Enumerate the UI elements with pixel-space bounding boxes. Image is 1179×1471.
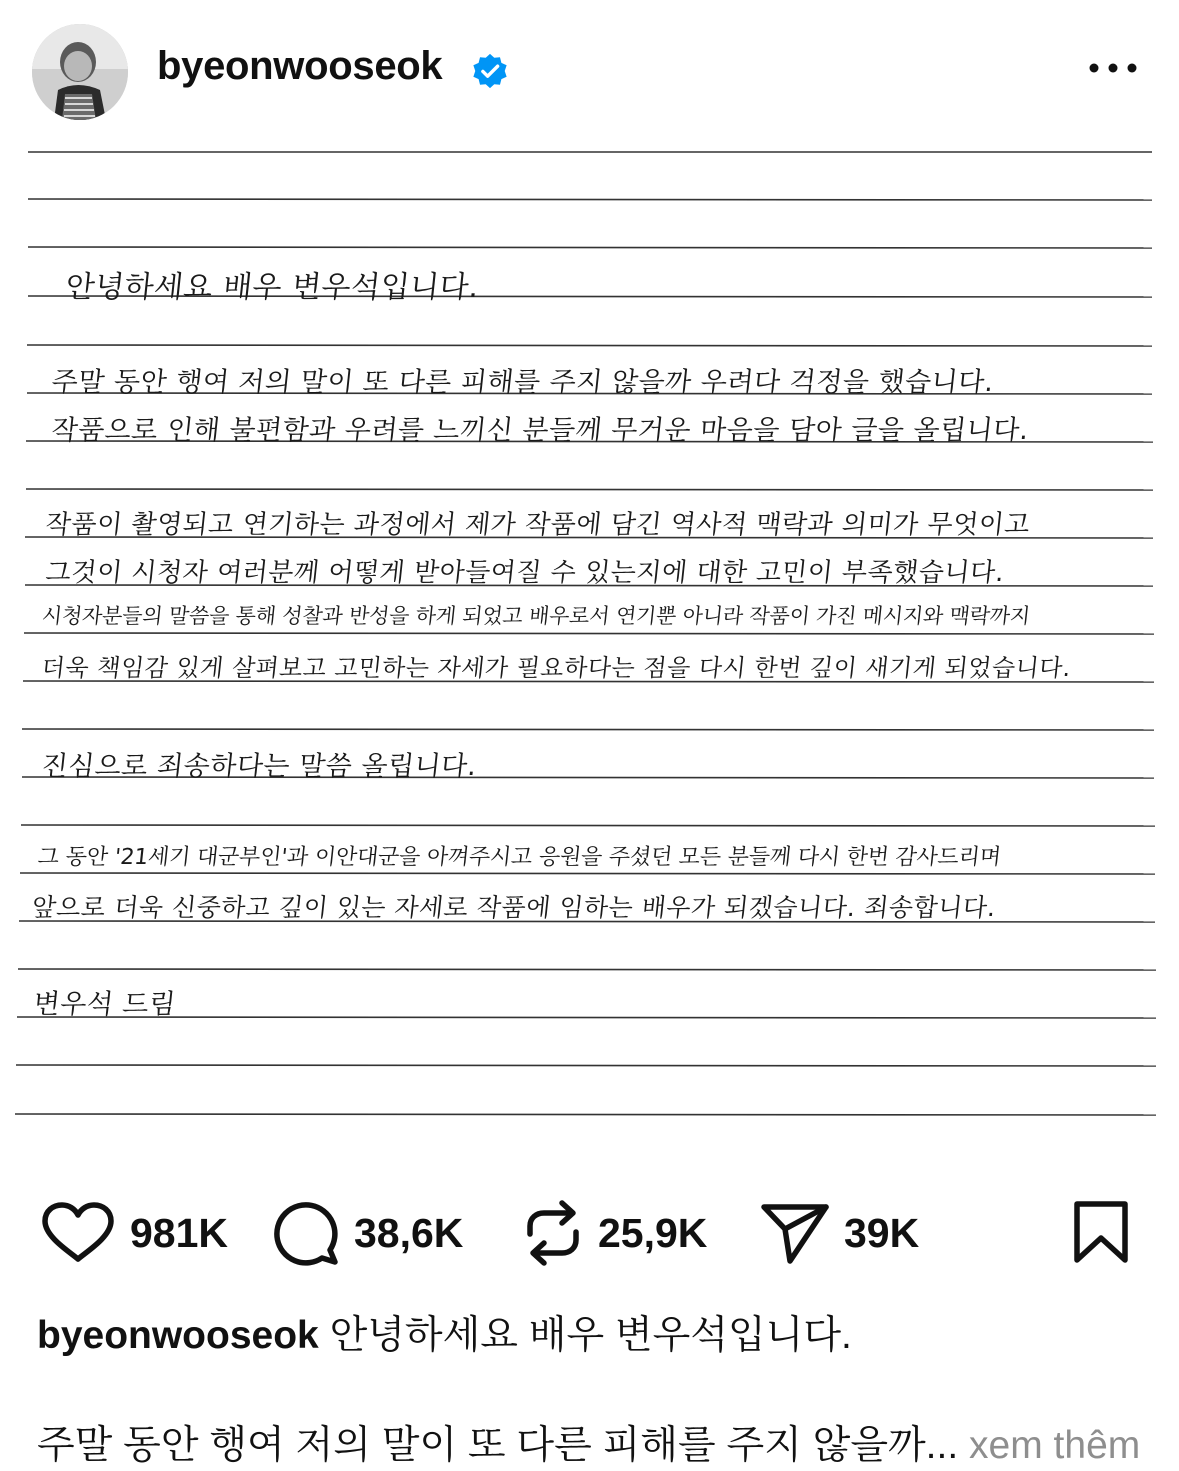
post-header (0, 0, 1179, 140)
repost-icon (522, 1200, 584, 1266)
letter-line-4: 작품이 촬영되고 연기하는 과정에서 제가 작품에 담긴 역사적 맥락과 의미가 무엇이고 (44, 510, 1032, 540)
like-count: 981K (130, 1209, 229, 1256)
letter-line-5: 그것이 시청자 여러분께 어떻게 받아들여질 수 있는지에 대한 고민이 부족했습니다. (44, 558, 1006, 588)
caption-username[interactable]: byeonwooseok (37, 1314, 319, 1357)
bookmark-icon[interactable] (1070, 1200, 1132, 1266)
letter-line-7: 더욱 책임감 있게 살펴보고 고민하는 자세가 필요하다는 점을 다시 한번 깊이 새기게 되었습니다. (40, 654, 1073, 682)
caption-text: 안녕하세요 배우 변우석입니다. (329, 1314, 852, 1357)
caption-second-line (37, 1414, 1140, 1470)
letter-signature: 변우석 드림 (32, 989, 178, 1020)
heart-icon (40, 1201, 116, 1265)
comment-button[interactable] (272, 1198, 463, 1268)
see-more-link[interactable]: xem thêm (969, 1424, 1141, 1467)
like-button[interactable] (40, 1198, 228, 1268)
share-count: 39K (844, 1209, 920, 1256)
letter-line-6: 시청자분들의 말씀을 통해 성찰과 반성을 하게 되었고 배우로서 연기뿐 아니라 작품이 가진 메시지와 맥락까지 (40, 604, 1032, 628)
send-icon (760, 1201, 830, 1265)
avatar[interactable] (32, 24, 128, 120)
verified-badge-icon (471, 52, 509, 90)
caption-truncated-text: 주말 동안 행여 저의 말이 또 다른 피해를 주지 않을까... (37, 1424, 959, 1467)
letter-line-3: 작품으로 인해 불편함과 우려를 느끼신 분들께 무거운 마음을 담아 글을 올립니다. (50, 415, 1031, 446)
avatar-photo (32, 24, 128, 120)
comment-icon (272, 1200, 340, 1266)
comment-count: 38,6K (354, 1209, 464, 1256)
post-username[interactable]: byeonwooseok (157, 44, 443, 88)
post-image-letter (0, 148, 1179, 1150)
share-button[interactable] (760, 1198, 919, 1268)
letter-line-9: 그 동안 '21세기 대군부인'과 이안대군을 아껴주시고 응원을 주셨던 모든 분들께 다시 한번 감사드리며 (36, 845, 1003, 870)
repost-count: 25,9K (598, 1209, 708, 1256)
letter-line-10: 앞으로 더욱 신중하고 깊이 있는 자세로 작품에 임하는 배우가 되겠습니다. 죄송합니다. (30, 893, 998, 922)
letter-line-8: 진심으로 죄송하다는 말씀 올립니다. (40, 751, 479, 782)
more-options-icon[interactable] (1086, 56, 1140, 80)
letter-line-2: 주말 동안 행여 저의 말이 또 다른 피해를 주지 않을까 우려다 걱정을 했습니다. (50, 367, 996, 398)
caption-first-line (37, 1304, 852, 1360)
post-actions-bar (0, 1180, 1179, 1290)
repost-button[interactable] (522, 1198, 707, 1268)
letter-line-1: 안녕하세요 배우 변우석입니다. (63, 270, 481, 305)
